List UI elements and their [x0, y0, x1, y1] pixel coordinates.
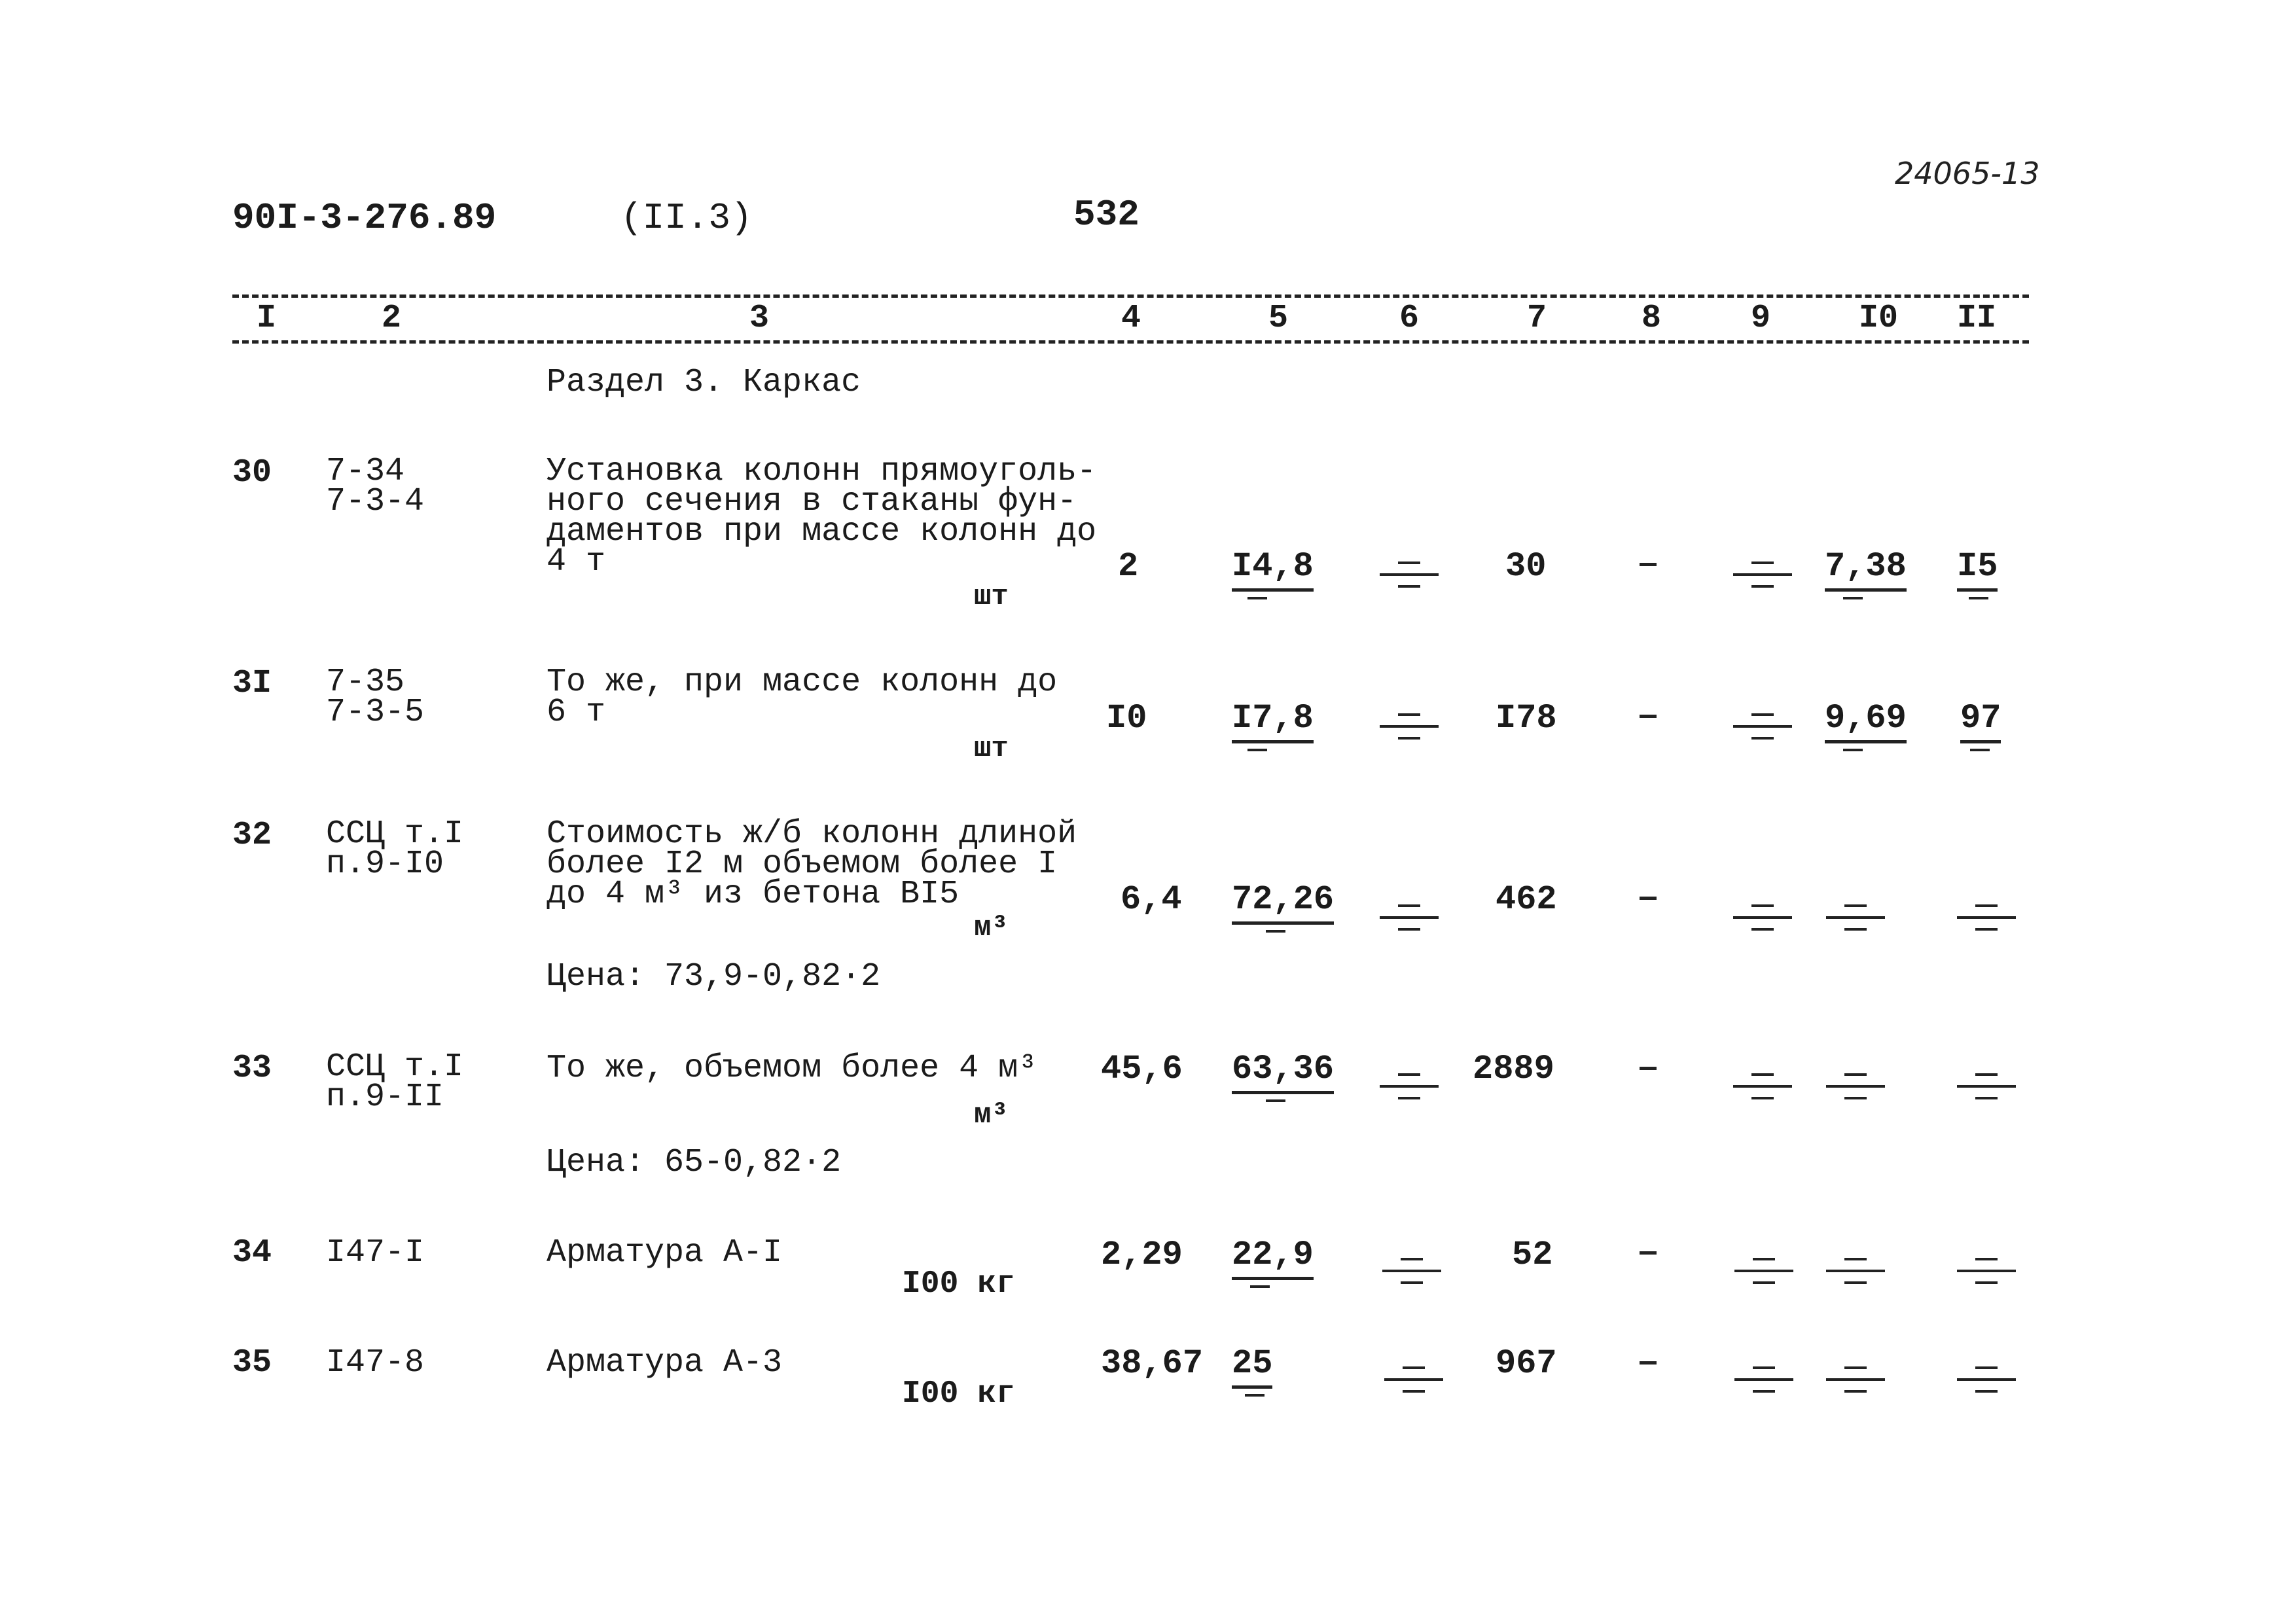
column-10-subvalue-dash — [1843, 597, 1863, 599]
empty-dash — [1640, 715, 1657, 718]
header-rule-top — [232, 294, 2029, 298]
empty-fraction-mark — [1957, 1060, 2016, 1107]
unit: м³ — [974, 912, 1009, 944]
column-header-9: 9 — [1751, 300, 1771, 337]
price-subvalue-dash — [1266, 930, 1285, 933]
header-rule-bottom — [232, 340, 2029, 344]
column-11-value: 97 — [1960, 699, 2001, 743]
empty-fraction-mark — [1733, 1060, 1792, 1107]
empty-fraction-mark — [1733, 700, 1792, 747]
norm-code: I47-I — [326, 1234, 425, 1272]
empty-fraction-mark — [1380, 548, 1439, 596]
row-number: 32 — [232, 817, 272, 854]
price-note: Цена: 65-0,82·2 — [547, 1144, 842, 1181]
document-code: 90I-3-276.89 — [232, 197, 497, 239]
work-description: Стоимость ж/б колонн длиной более I2 м объемом более I до 4 м³ из бетона BI5 — [547, 815, 1077, 913]
empty-fraction-mark — [1826, 891, 1885, 938]
column-header-5: 5 — [1268, 300, 1289, 337]
page-number: 532 — [1073, 194, 1139, 236]
price-subvalue-dash — [1266, 1099, 1285, 1102]
empty-fraction-mark — [1380, 1060, 1439, 1107]
empty-fraction-mark — [1733, 891, 1792, 938]
row-number: 30 — [232, 454, 272, 491]
norm-code: ССЦ т.I п.9-I0 — [326, 815, 464, 883]
norm-code: I47-8 — [326, 1344, 425, 1382]
empty-fraction-mark — [1384, 1353, 1443, 1400]
unit-price: 63,36 — [1232, 1050, 1334, 1094]
work-description: Арматура А-I — [547, 1234, 783, 1272]
unit: шт — [974, 580, 1009, 613]
column-header-1: I — [257, 300, 277, 337]
empty-fraction-mark — [1733, 548, 1792, 596]
column-header-11: II — [1957, 300, 1997, 337]
empty-fraction-mark — [1380, 891, 1439, 938]
work-description: Арматура А-3 — [547, 1344, 783, 1382]
norm-code: ССЦ т.I п.9-II — [326, 1048, 464, 1116]
column-11-subvalue-dash — [1970, 749, 1990, 751]
unit-price: 22,9 — [1232, 1236, 1314, 1280]
quantity: 2,29 — [1101, 1236, 1183, 1274]
empty-dash — [1640, 897, 1657, 900]
price-subvalue-dash — [1247, 749, 1267, 751]
quantity: I0 — [1106, 699, 1147, 738]
total-cost: 462 — [1496, 880, 1557, 919]
total-cost: 30 — [1505, 547, 1547, 586]
column-10-subvalue-dash — [1843, 749, 1863, 751]
empty-fraction-mark — [1957, 1353, 2016, 1400]
quantity: 45,6 — [1101, 1050, 1183, 1088]
empty-fraction-mark — [1826, 1060, 1885, 1107]
row-number: 34 — [232, 1234, 272, 1272]
price-note: Цена: 73,9-0,82·2 — [547, 958, 881, 995]
work-description: То же, объемом более 4 м³ — [547, 1050, 1038, 1087]
archive-number: 24065-13 — [1895, 156, 2040, 191]
empty-dash — [1640, 1251, 1657, 1255]
unit: I00 кг — [902, 1266, 1015, 1302]
section-reference: (II.3) — [620, 197, 753, 239]
unit: м³ — [974, 1099, 1009, 1132]
unit: I00 кг — [902, 1376, 1015, 1412]
row-number: 33 — [232, 1050, 272, 1087]
empty-fraction-mark — [1734, 1353, 1793, 1400]
work-description: То же, при массе колонн до 6 т — [547, 664, 1058, 731]
total-cost: 52 — [1512, 1236, 1553, 1274]
column-header-4: 4 — [1121, 300, 1141, 337]
column-header-3: 3 — [749, 300, 770, 337]
unit-price: I7,8 — [1232, 699, 1314, 743]
empty-fraction-mark — [1957, 891, 2016, 938]
row-number: 3I — [232, 665, 272, 702]
price-subvalue-dash — [1245, 1394, 1265, 1397]
column-10-value: 9,69 — [1825, 699, 1907, 743]
unit-price: 72,26 — [1232, 880, 1334, 925]
section-title: Раздел 3. Каркас — [547, 364, 861, 401]
quantity: 38,67 — [1101, 1344, 1204, 1383]
empty-fraction-mark — [1734, 1245, 1793, 1292]
column-11-value: I5 — [1957, 547, 1998, 592]
price-subvalue-dash — [1247, 597, 1267, 599]
empty-dash — [1640, 1067, 1657, 1070]
unit-price: 25 — [1232, 1344, 1272, 1389]
column-10-value: 7,38 — [1825, 547, 1907, 592]
column-header-10: I0 — [1859, 300, 1899, 337]
empty-fraction-mark — [1826, 1245, 1885, 1292]
column-header-6: 6 — [1399, 300, 1420, 337]
column-11-subvalue-dash — [1969, 597, 1988, 599]
norm-code: 7-34 7-3-4 — [326, 453, 425, 520]
empty-fraction-mark — [1382, 1245, 1441, 1292]
price-subvalue-dash — [1250, 1285, 1270, 1288]
empty-dash — [1640, 563, 1657, 566]
quantity: 6,4 — [1121, 880, 1182, 919]
total-cost: I78 — [1496, 699, 1557, 738]
empty-fraction-mark — [1957, 1245, 2016, 1292]
column-header-7: 7 — [1527, 300, 1547, 337]
empty-dash — [1640, 1361, 1657, 1364]
unit: шт — [974, 732, 1009, 765]
row-number: 35 — [232, 1344, 272, 1382]
work-description: Установка колонн прямоуголь- ного сечения в стаканы фун- даментов при массе колонн до 4 т — [547, 453, 1097, 580]
empty-fraction-mark — [1380, 700, 1439, 747]
empty-fraction-mark — [1826, 1353, 1885, 1400]
total-cost: 967 — [1496, 1344, 1557, 1383]
norm-code: 7-35 7-3-5 — [326, 664, 425, 731]
unit-price: I4,8 — [1232, 547, 1314, 592]
quantity: 2 — [1118, 547, 1139, 586]
column-header-2: 2 — [382, 300, 402, 337]
column-header-8: 8 — [1641, 300, 1662, 337]
total-cost: 2889 — [1473, 1050, 1554, 1088]
